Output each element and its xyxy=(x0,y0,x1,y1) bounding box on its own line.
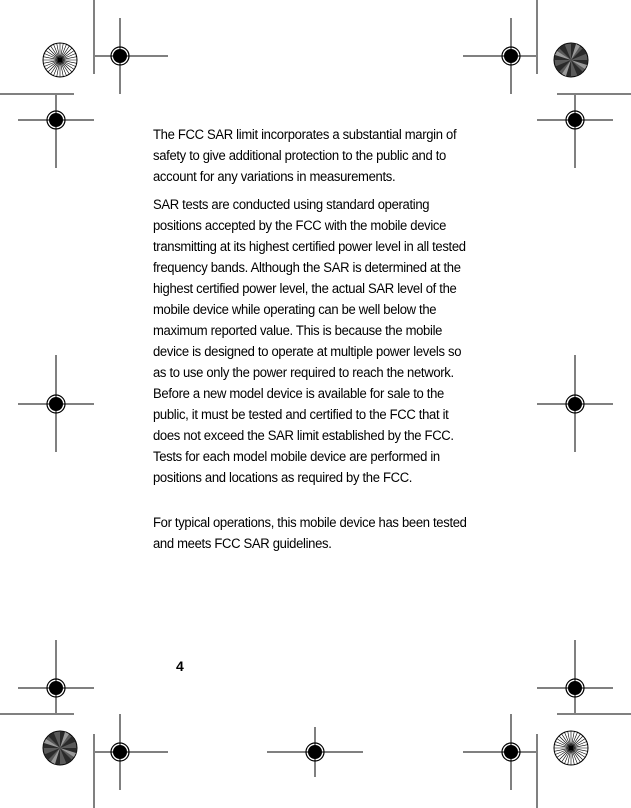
starburst-target-light xyxy=(43,43,77,77)
page-number: 4 xyxy=(176,658,184,674)
starburst-target-light xyxy=(554,731,588,765)
paragraph-sar-tests: SAR tests are conducted using standard operating positions accepted by the FCC with the mobile device transmitting at its highest certified power level in all tested frequency bands. Although the SAR is determined at the highest certified power level, the actual SAR level of the mobile device while operating can be well below the maximum reported value. This is because the mobile device is designed to operate at multiple power levels so as to use only the power required to reach the network. xyxy=(153,197,466,381)
starburst-target-dark xyxy=(554,43,588,77)
paragraph-spacer xyxy=(153,489,470,513)
paragraph-typical-operations: For typical operations, this mobile device has been tested and meets FCC SAR guidelines. xyxy=(153,515,467,552)
document-body xyxy=(153,125,470,555)
paragraph-model-certification: Before a new model device is available for sale to the public, it must be tested and certified to the FCC that it does not exceed the SAR limit established by the FCC. Tests for each model mobile device are performed in positions and locations as required by the FCC. xyxy=(153,386,454,486)
paragraph-sar-margin: The FCC SAR limit incorporates a substantial margin of safety to give additional protection to the public and to account for any variations in measurements. xyxy=(153,127,457,185)
starburst-target-dark xyxy=(43,731,77,765)
